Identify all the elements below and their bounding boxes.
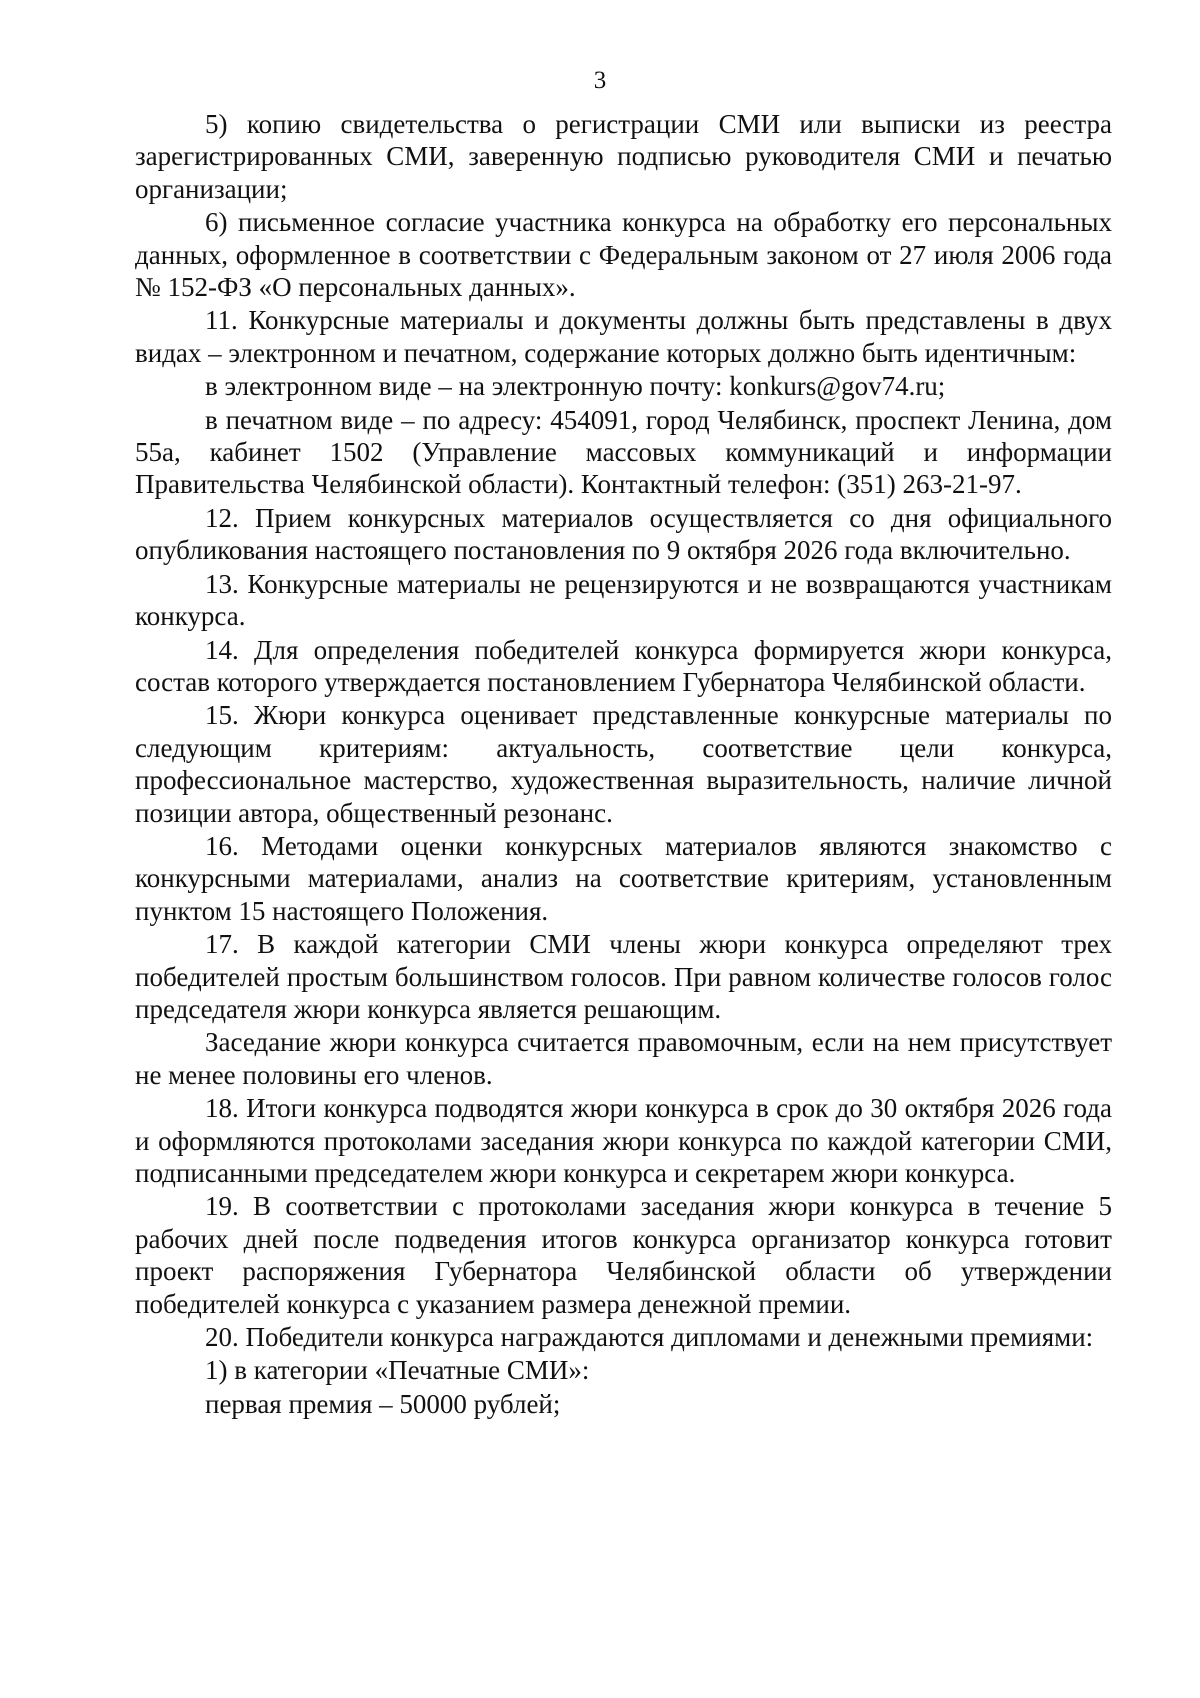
paragraph-jury-quorum: Заседание жюри конкурса считается правомочным, если на нем присутствует не менее половины его членов. xyxy=(135,1027,1112,1090)
paragraph-first-prize: первая премия – 50000 рублей; xyxy=(205,1388,561,1419)
paragraph-15: 15. Жюри конкурса оценивает представленные конкурсные материалы по следующим критериям: актуальность, соответствие цели конкурса, профессиональное мастерство, художественная выразительность, наличие личной позиции автора, общественный резонанс. xyxy=(135,700,1112,828)
paragraph-item-5: 5) копию свидетельства о регистрации СМИ или выписки из реестра зарегистрированных СМИ, заверенную подписью руководителя СМИ и печатью организации; xyxy=(135,109,1112,204)
paragraph-20: 20. Победители конкурса награждаются дипломами и денежными премиями: xyxy=(205,1322,1094,1353)
page-number: 3 xyxy=(593,67,607,94)
paragraph-17: 17. В каждой категории СМИ члены жюри конкурса определяют трех победителей простым большинством голосов. При равном количестве голосов голос председателя жюри конкурса является решающим. xyxy=(135,929,1112,1024)
paragraph-12: 12. Прием конкурсных материалов осуществляется со дня официального опубликования настоящего постановления по 9 октября 2026 года включительно. xyxy=(135,502,1112,566)
paragraph-19: 19. В соответствии с протоколами заседания жюри конкурса в течение 5 рабочих дней после подведения итогов конкурса организатор конкурса готовит проект распоряжения Губернатора Челябинской области об утверждении победителей конкурса с указанием размера денежной премии. xyxy=(135,1191,1112,1319)
paragraph-13: 13. Конкурсные материалы не рецензируются и не возвращаются участникам конкурса. xyxy=(135,568,1112,632)
paragraph-print-submission: в печатном виде – по адресу: 454091, город Челябинск, проспект Ленина, дом 55а, кабинет 1502 (Управление массовых коммуникаций и информации Правительства Челябинской области). Контактный телефон: (351) 263-21-97. xyxy=(135,404,1112,500)
paragraph-electronic-submission: в электронном виде – на электронную почту: konkurs@gov74.ru; xyxy=(205,371,946,402)
paragraph-11: 11. Конкурсные материалы и документы должны быть представлены в двух видах – электронном и печатном, содержание которых должно быть идентичным: xyxy=(135,305,1112,368)
document-body xyxy=(135,108,1112,1420)
paragraph-category-print: 1) в категории «Печатные СМИ»: xyxy=(205,1355,590,1386)
paragraph-16: 16. Методами оценки конкурсных материалов являются знакомство с конкурсными материалами, анализ на соответствие критериям, установленным пунктом 15 настоящего Положения. xyxy=(135,830,1112,926)
paragraph-18: 18. Итоги конкурса подводятся жюри конкурса в срок до 30 октября 2026 года и оформляются протоколами заседания жюри конкурса по каждой категории СМИ, подписанными председателем жюри конкурса и секретарем жюри конкурса. xyxy=(135,1093,1112,1188)
paragraph-14: 14. Для определения победителей конкурса формируется жюри конкурса, состав которого утверждается постановлением Губернатора Челябинской области. xyxy=(135,634,1112,697)
paragraph-item-6: 6) письменное согласие участника конкурса на обработку его персональных данных, оформленное в соответствии с Федеральным законом от 27 июля 2006 года № 152-ФЗ «О персональных данных». xyxy=(135,207,1112,303)
